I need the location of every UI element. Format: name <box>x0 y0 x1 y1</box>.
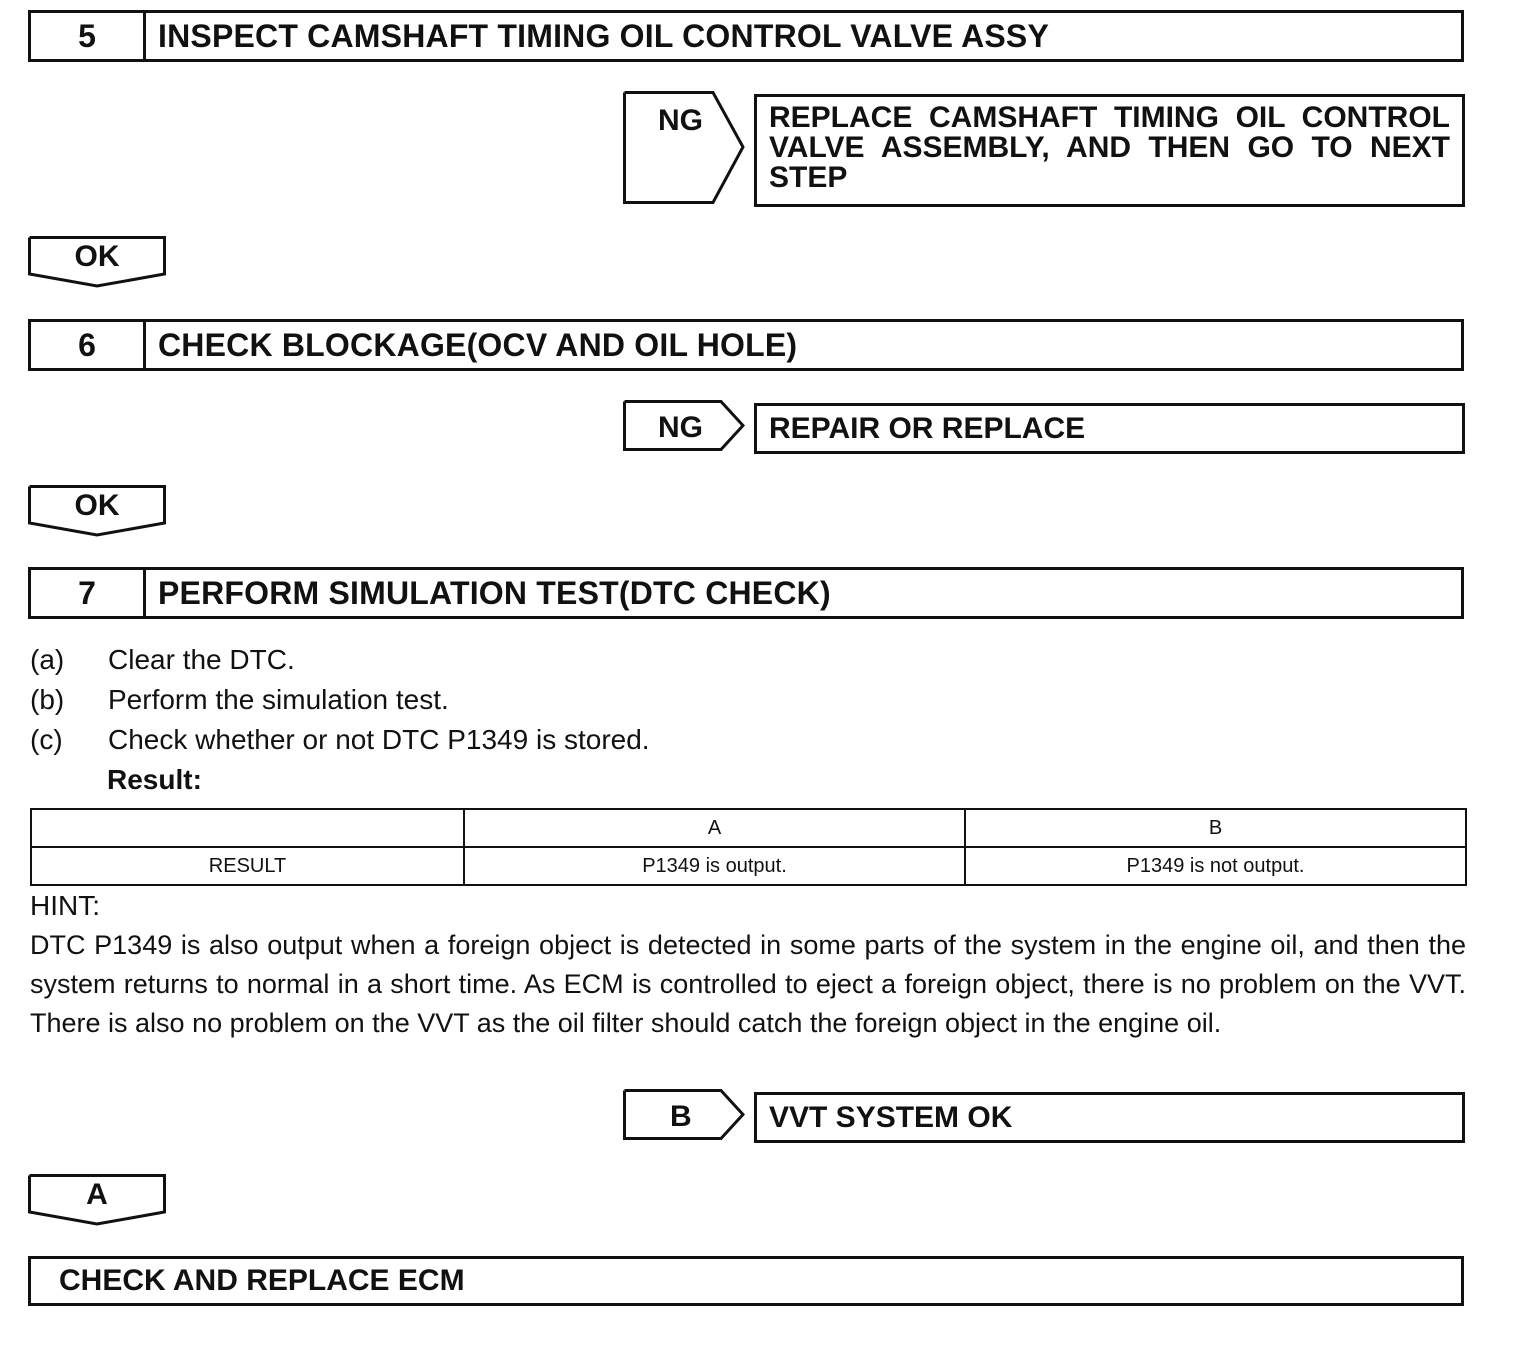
procedure-item <box>30 724 930 760</box>
step-title: PERFORM SIMULATION TEST(DTC CHECK) <box>158 574 831 611</box>
continue-label: A <box>86 1178 108 1211</box>
item-marker: (b) <box>30 684 65 715</box>
continue-tab <box>28 236 166 288</box>
hint-text: DTC P1349 is also output when a foreign object is detected in some parts of the system in the engine oil, and then the system returns to normal in a short time. As ECM is controlled to eject a foreign object, there is no problem on the VVT. There is also no problem on the VVT as the oil filter should catch the foreign object in the engine oil. <box>30 930 1466 1038</box>
table-header-cell <box>31 809 464 847</box>
continue-label: OK <box>74 489 120 522</box>
item-text: Check whether or not DTC P1349 is stored. <box>108 724 650 755</box>
table-cell: RESULT <box>31 847 464 885</box>
branch-label: NG <box>658 411 703 444</box>
step-title: INSPECT CAMSHAFT TIMING OIL CONTROL VALVE ASSY <box>158 17 1050 54</box>
table-header-cell: B <box>965 809 1466 847</box>
step-title: CHECK BLOCKAGE(OCV AND OIL HOLE) <box>158 326 798 363</box>
result-table <box>30 808 1467 886</box>
step-number: 6 <box>31 322 146 368</box>
continue-label: OK <box>74 240 120 273</box>
table-header-cell: A <box>464 809 965 847</box>
branch-action: VVT SYSTEM OK <box>754 1092 1465 1143</box>
hint-label: HINT: <box>30 890 100 921</box>
step-number: 5 <box>31 13 146 59</box>
continue-tab <box>28 485 166 537</box>
step-5-header <box>28 10 1464 62</box>
item-text: Clear the DTC. <box>108 644 295 675</box>
step-6-header <box>28 319 1464 371</box>
table-header-row <box>31 809 1466 847</box>
continue-tab <box>28 1174 166 1226</box>
table-cell: P1349 is not output. <box>965 847 1466 885</box>
final-action-box: CHECK AND REPLACE ECM <box>28 1256 1464 1306</box>
step-number: 7 <box>31 570 146 616</box>
result-label: Result: <box>107 764 202 795</box>
ng-branch-box <box>626 94 746 207</box>
procedure-item <box>30 684 930 720</box>
item-marker: (c) <box>30 724 63 755</box>
table-cell: P1349 is output. <box>464 847 965 885</box>
branch-label: NG <box>658 104 703 137</box>
step-7-header <box>28 567 1464 619</box>
table-row <box>31 847 1466 885</box>
procedure-item <box>30 644 930 680</box>
branch-label: B <box>670 1100 692 1133</box>
branch-action: REPLACE CAMSHAFT TIMING OIL CONTROL VALVE ASSEMBLY, AND THEN GO TO NEXT STEP <box>754 94 1465 207</box>
ng-branch-box <box>626 403 746 454</box>
item-text: Perform the simulation test. <box>108 684 449 715</box>
b-branch-box <box>626 1092 746 1143</box>
item-marker: (a) <box>30 644 65 675</box>
branch-action: REPAIR OR REPLACE <box>754 403 1465 454</box>
